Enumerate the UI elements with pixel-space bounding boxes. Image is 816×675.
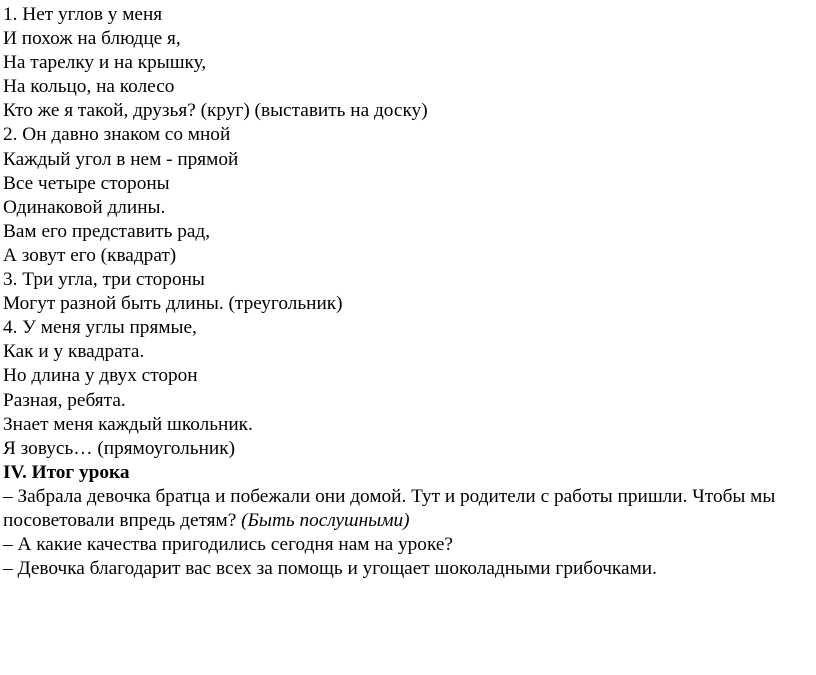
- riddle-1-line-2: И похож на блюдце я,: [3, 28, 181, 50]
- riddle-3: [3, 268, 816, 316]
- riddle-4-line-5: Знает меня каждый школьник.: [3, 413, 253, 435]
- riddle-3-line-2: Могут разной быть длины. (треугольник): [3, 293, 343, 315]
- riddle-4-line-1: 4. У меня углы прямые,: [3, 317, 197, 339]
- riddle-4-line-3: Но длина у двух сторон: [3, 365, 198, 387]
- summary-paragraph-3: – Девочка благодарит вас всех за помощь и угощает шоколадными грибочками.: [3, 558, 657, 580]
- riddle-1-line-3: На тарелку и на крышку,: [3, 52, 207, 74]
- riddle-2-line-3: Все четыре стороны: [3, 172, 170, 194]
- summary-paragraph-2: – А какие качества пригодились сегодня нам на уроке?: [3, 534, 453, 556]
- riddle-2-line-4: Одинаковой длины.: [3, 196, 166, 218]
- riddle-4-line-6: Я зовусь… (прямоугольник): [3, 437, 236, 459]
- summary-section: [3, 461, 816, 581]
- riddle-3-line-1: 3. Три угла, три стороны: [3, 269, 205, 291]
- riddle-4-line-4: Разная, ребята.: [3, 389, 126, 411]
- riddle-1: [3, 3, 816, 123]
- riddle-2-line-1: 2. Он давно знаком со мной: [3, 124, 231, 146]
- riddle-4: [3, 316, 816, 461]
- summary-paragraph-1: [3, 485, 815, 533]
- riddle-4-line-2: Как и у квадрата.: [3, 341, 145, 363]
- summary-paragraph-1-answer: (Быть послушными): [241, 509, 410, 531]
- riddle-2-line-5: Вам его представить рад,: [3, 220, 211, 242]
- riddle-1-line-1: 1. Нет углов у меня: [3, 4, 163, 25]
- riddle-2: [3, 123, 816, 268]
- section-heading: IV. Итог урока: [3, 461, 130, 483]
- riddle-1-line-4: На кольцо, на колесо: [3, 76, 175, 98]
- riddle-1-line-5: Кто же я такой, друзья? (круг) (выставить на доску): [3, 100, 428, 122]
- riddle-2-line-6: А зовут его (квадрат): [3, 244, 177, 266]
- riddle-2-line-2: Каждый угол в нем - прямой: [3, 148, 239, 170]
- summary-paragraph-1-text: – Забрала девочка братца и побежали они домой. Тут и родители с работы пришли. Чтобы мы посоветовали впредь детям?: [3, 485, 776, 531]
